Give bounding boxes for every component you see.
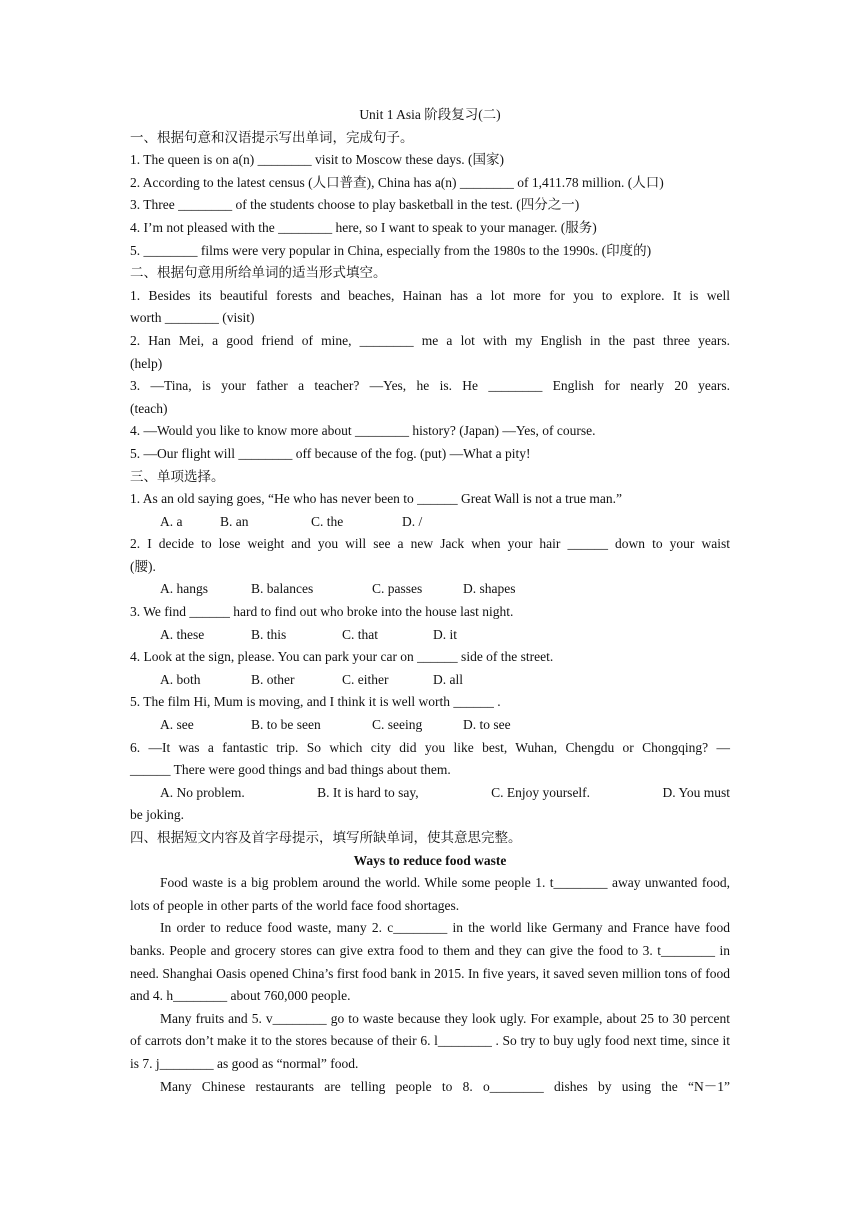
sec3-question-1: 1. As an old saying goes, “He who has never been to ______ Great Wall is not a true man.” bbox=[130, 491, 623, 507]
section-3-heading: 三、单项选择。 bbox=[130, 468, 225, 484]
passage-paragraph-1: Food waste is a big problem around the world. While some people 1. t________ away unwanted food, lots of people in other parts of the world face food shortages. bbox=[130, 875, 730, 913]
option-d: D. shapes bbox=[463, 581, 516, 597]
option-b: B. other bbox=[251, 671, 295, 687]
sec3-question-4: 4. Look at the sign, please. You can park your car on ______ side of the street. bbox=[130, 649, 554, 665]
sec2-question-3-line-1: 3. —Tina, is your father a teacher? —Yes, he is. He ________ English for nearly 20 years. bbox=[130, 378, 730, 394]
option-b: B. an bbox=[220, 513, 249, 529]
option-c: C. seeing bbox=[372, 717, 423, 733]
sec3-question-5: 5. The film Hi, Mum is moving, and I think it is well worth ______ . bbox=[130, 694, 501, 710]
option-b: B. It is hard to say, bbox=[317, 784, 419, 800]
sec2-question-4: 4. —Would you like to know more about ________ history? (Japan) —Yes, of course. bbox=[130, 423, 596, 439]
option-c: C. the bbox=[311, 513, 344, 529]
sec3-question-1-options bbox=[130, 511, 730, 534]
sec3-question-4-options bbox=[130, 669, 730, 692]
option-c: C. passes bbox=[372, 581, 423, 597]
section-4-heading: 四、根据短文内容及首字母提示，填写所缺单词，使其意思完整。 bbox=[130, 830, 522, 845]
worksheet-page bbox=[130, 104, 730, 1098]
sec3-question-3-options bbox=[130, 624, 730, 647]
passage-title: Ways to reduce food waste bbox=[353, 852, 507, 868]
sec2-question-1-line-1: 1. Besides its beautiful forests and beaches, Hainan has a lot more for you to explore. It is well bbox=[130, 287, 730, 303]
option-a: A. No problem. bbox=[160, 784, 245, 800]
sec1-question-4: 4. I’m not pleased with the ________ here, so I want to speak to your manager. (服务) bbox=[130, 219, 597, 235]
sec3-question-5-options bbox=[130, 714, 730, 737]
passage-paragraph-2: In order to reduce food waste, many 2. c________ in the world like Germany and France have food banks. People and grocery stores can give extra food to them and they can give the food to 3. t________ in need. Shanghai Oasis opened China’s first food bank in 2015. In five years, it saved seven million tons of food and 4. h________ about 760,000 people. bbox=[130, 920, 730, 1004]
option-a: A. a bbox=[160, 513, 183, 529]
sec3-question-2-line-2: (腰). bbox=[130, 558, 156, 574]
section-2-heading: 二、根据句意用所给单词的适当形式填空。 bbox=[130, 265, 387, 281]
option-c: C. that bbox=[342, 626, 378, 642]
sec2-question-3-line-2: (teach) bbox=[130, 400, 168, 416]
sec2-question-2-line-2: (help) bbox=[130, 355, 163, 371]
option-d: D. it bbox=[433, 626, 458, 642]
sec2-question-1-line-2: worth ________ (visit) bbox=[130, 310, 255, 326]
sec1-question-2: 2. According to the latest census (人口普查), China has a(n) ________ of 1,411.78 million. (人口) bbox=[130, 174, 664, 190]
passage-paragraph-3: Many fruits and 5. v________ go to waste because they look ugly. For example, about 25 to 30 percent of carrots don’t make it to the stores because of their 6. l________ . So try to buy ugly food next time, since it is 7. j________ as good as “normal” food. bbox=[130, 1010, 730, 1071]
sec3-question-6-options-tail: be joking. bbox=[130, 807, 184, 823]
sec1-question-3: 3. Three ________ of the students choose to play basketball in the test. (四分之一) bbox=[130, 197, 580, 213]
section-1-heading: 一、根据句意和汉语提示写出单词，完成句子。 bbox=[130, 129, 414, 145]
option-a: A. these bbox=[160, 626, 205, 642]
option-b: B. to be seen bbox=[251, 717, 321, 733]
worksheet-title: Unit 1 Asia 阶段复习(二) bbox=[359, 107, 501, 122]
option-d: D. You must bbox=[662, 784, 730, 800]
option-b: B. this bbox=[251, 626, 287, 642]
sec3-question-6-line-1: 6. —It was a fantastic trip. So which city did you like best, Wuhan, Chengdu or Chongqing? — bbox=[130, 739, 730, 755]
option-d: D. to see bbox=[463, 717, 511, 733]
option-d: D. all bbox=[433, 671, 463, 687]
sec2-question-2-line-1: 2. Han Mei, a good friend of mine, ________ me a lot with my English in the past three years. bbox=[130, 332, 730, 348]
option-a: A. see bbox=[160, 717, 194, 733]
passage-paragraph-4: Many Chinese restaurants are telling people to 8. o________ dishes by using the “N－1” bbox=[160, 1078, 730, 1094]
option-c: C. Enjoy yourself. bbox=[491, 784, 591, 800]
option-c: C. either bbox=[342, 671, 389, 687]
option-a: A. hangs bbox=[160, 581, 208, 597]
sec3-question-2-line-1: 2. I decide to lose weight and you will see a new Jack when your hair ______ down to your waist bbox=[130, 536, 730, 552]
sec1-question-1: 1. The queen is on a(n) ________ visit to Moscow these days. (国家) bbox=[130, 152, 504, 168]
sec3-question-6-options bbox=[130, 782, 730, 805]
option-a: A. both bbox=[160, 671, 201, 687]
sec1-question-5: 5. ________ films were very popular in China, especially from the 1980s to the 1990s. (印度的) bbox=[130, 242, 652, 258]
sec3-question-6-line-2: ______ There were good things and bad things about them. bbox=[130, 762, 451, 778]
sec3-question-2-options bbox=[130, 578, 730, 601]
sec3-question-3: 3. We find ______ hard to find out who broke into the house last night. bbox=[130, 604, 514, 620]
sec2-question-5: 5. —Our flight will ________ off because of the fog. (put) —What a pity! bbox=[130, 445, 531, 461]
option-d: D. / bbox=[402, 513, 423, 529]
option-b: B. balances bbox=[251, 581, 314, 597]
